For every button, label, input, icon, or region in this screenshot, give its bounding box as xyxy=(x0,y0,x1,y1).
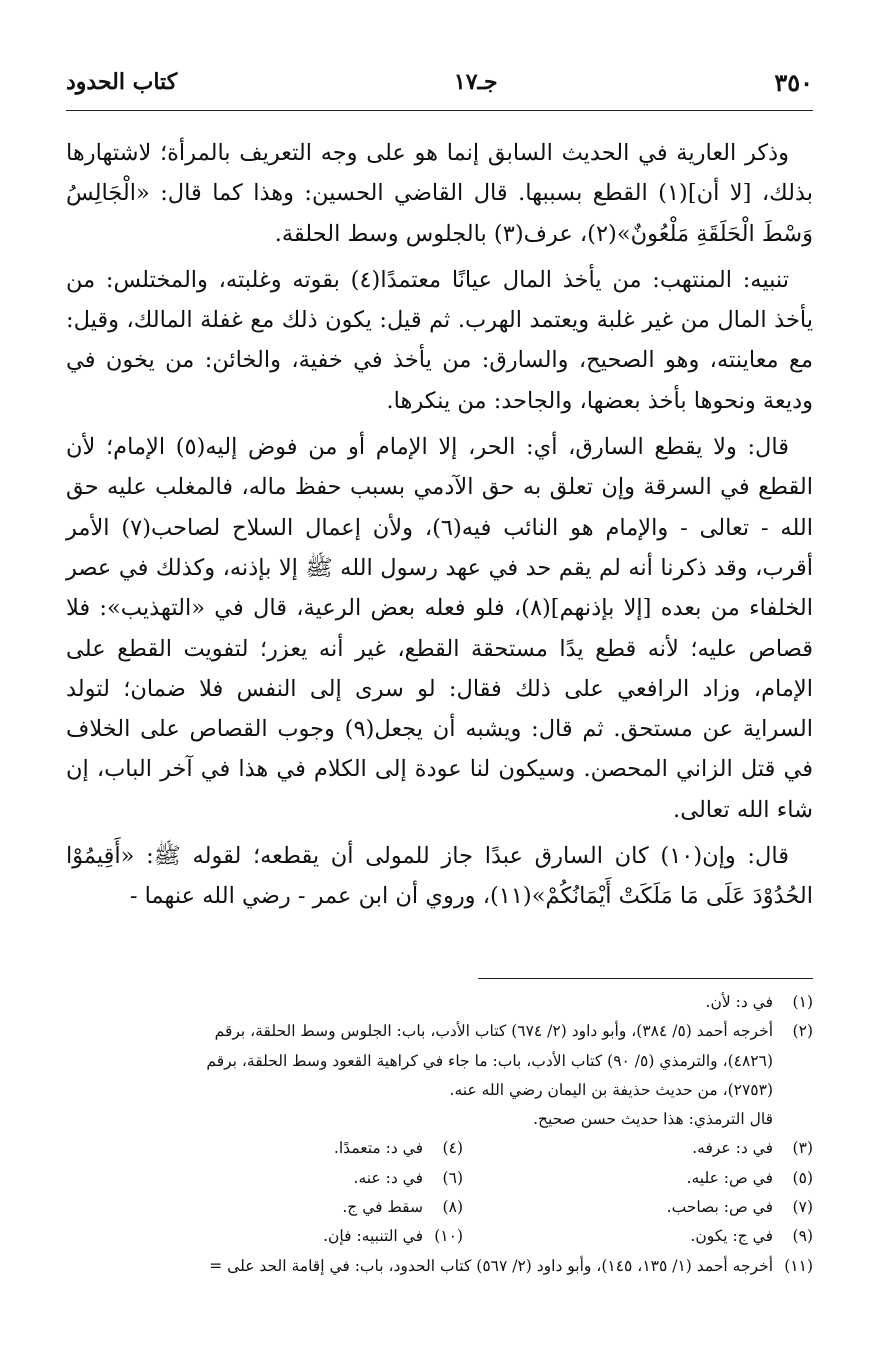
footnote-10 xyxy=(113,1222,463,1251)
footnote-number: (٩) xyxy=(792,1227,813,1246)
footnote-text: سقط في ج. xyxy=(342,1198,423,1217)
paragraph-2: تنبيه: المنتهب: من يأخذ المال عيانًا معتمدًا(٤) بقوته وغلبته، والمختلس: من يأخذ المال من غير غلبة ويعتمد الهرب. ثم قيل: يكون ذلك مع غفلة المالك، وقيل: مع معاينته، وهو الصحيح، والسارق: من يأخذ في خفية، والخائن: من يخون في وديعة ونحوها بأخذ بعضها، والجاحد: من ينكرها. xyxy=(66,266,813,414)
footnote-3 xyxy=(463,1134,813,1163)
footnote-number: (١٠) xyxy=(434,1227,463,1246)
footnote-number: (٦) xyxy=(442,1168,463,1187)
header-rule xyxy=(66,110,813,111)
paragraph-3: قال: ولا يقطع السارق، أي: الحر، إلا الإمام أو من فوض إليه(٥) الإمام؛ لأن القطع في السرقة وإن تعلق به حق الآدمي بسبب حفظ ماله، فالمغلب عليه حق الله - تعالى - والإمام هو النائب فيه(٦)، ولأن إعمال السلاح لصاحب(٧) الأمر أقرب، وقد ذكرنا أنه لم يقم حد في عهد رسول الله ﷺ إلا بإذنه، وكذلك في عصر الخلفاء من بعده [إلا بإذنهم](٨)، فلو فعله بعض الرعية، قال في «التهذيب»: فلا قصاص عليه؛ لأنه قطع يدًا مستحقة القطع، غير أنه يعزر؛ لتفويت القطع على الإمام، وزاد الرافعي على ذلك فقال: لو سرى إلى النفس فلا ضمان؛ لتولد السراية عن مستحق. ثم قال: ويشبه أن يجعل(٩) وجوب القصاص على الخلاف في قتل الزاني المحصن. وسيكون لنا عودة إلى الكلام في هذا في آخر الباب، إن شاء الله تعالى. xyxy=(66,434,814,823)
footnote-1 xyxy=(40,988,813,1017)
footnote-9 xyxy=(463,1222,813,1251)
footnote-number: (٨) xyxy=(442,1198,463,1217)
footnote-text: في د: عرفه. xyxy=(692,1139,773,1158)
footnote-row xyxy=(40,1193,813,1222)
footnote-2-continuation: (٤٨٢٦)، والترمذي (٥/ ٩٠) كتاب الأدب، باب: ما جاء في كراهية القعود وسط الحلقة، برقم xyxy=(206,1051,773,1070)
paragraph-1: وذكر العارية في الحديث السابق إنما هو على وجه التعريف بالمرأة؛ لاشتهارها بذلك، [لا أن](١) القطع بسببها. قال القاضي الحسين: وهذا كما قال: «الْجَالِسُ وَسْطَ الْحَلَقَةِ مَلْعُونٌ»(٢)، عرف(٣) بالجلوس وسط الحلقة. xyxy=(66,140,814,247)
footnote-2-continuation: قال الترمذي: هذا حديث حسن صحيح. xyxy=(533,1110,773,1129)
footnote-number: (١١) xyxy=(784,1256,813,1275)
footnote-separator xyxy=(478,978,813,979)
footnote-text: أخرجه أحمد (١/ ١٣٥، ١٤٥)، وأبو داود (٢/ ٥٦٧) كتاب الحدود، باب: في إقامة الحد على = xyxy=(209,1256,773,1275)
footnote-number: (٤) xyxy=(442,1139,463,1158)
main-text xyxy=(66,133,813,923)
footnote-text: في ج: يكون. xyxy=(690,1227,773,1246)
footnotes xyxy=(40,988,813,1281)
footnote-text: في د: متعمدًا. xyxy=(333,1139,423,1158)
running-header xyxy=(66,62,813,102)
footnote-text: في ص: عليه. xyxy=(686,1168,773,1187)
footnote-2-continuation: (٢٧٥٣)، من حديث حذيفة بن اليمان رضي الله عنه. xyxy=(449,1080,773,1099)
footnote-text: في التنبيه: فإن. xyxy=(323,1227,423,1246)
footnote-text: في د: عنه. xyxy=(353,1168,423,1187)
footnote-number: (٣) xyxy=(792,1139,813,1158)
footnote-text: في ص: بصاحب. xyxy=(666,1198,773,1217)
page-number: ٣٥٠ xyxy=(774,67,813,97)
footnote-6 xyxy=(113,1164,463,1193)
footnote-number: (١) xyxy=(792,993,813,1011)
footnote-number: (٢) xyxy=(792,1022,813,1041)
footnote-2 xyxy=(40,1017,813,1046)
footnote-row xyxy=(40,1134,813,1163)
footnote-number: (٥) xyxy=(792,1168,813,1187)
footnote-4 xyxy=(113,1134,463,1163)
volume-label: جـ١٧ xyxy=(453,69,498,95)
paragraph-4: قال: وإن(١٠) كان السارق عبدًا جاز للمولى أن يقطعه؛ لقوله ﷺ: «أَقِيمُوْا الحُدُوْدَ عَلَى مَا مَلَكَتْ أَيْمَانُكُمْ»(١١)، وروي أن ابن عمر - رضي الله عنهما - xyxy=(66,843,813,910)
footnote-number: (٧) xyxy=(792,1198,813,1217)
chapter-title: كتاب الحدود xyxy=(66,69,178,95)
footnote-11 xyxy=(40,1252,813,1281)
footnote-row xyxy=(40,1222,813,1251)
footnote-8 xyxy=(113,1193,463,1222)
footnote-text: أخرجه أحمد (٥/ ٣٨٤)، وأبو داود (٢/ ٦٧٤) كتاب الأدب، باب: الجلوس وسط الحلقة، برقم xyxy=(214,1022,773,1041)
footnote-text: في د: لأن. xyxy=(705,993,773,1011)
footnote-7 xyxy=(463,1193,813,1222)
footnote-5 xyxy=(463,1164,813,1193)
footnote-row xyxy=(40,1164,813,1193)
